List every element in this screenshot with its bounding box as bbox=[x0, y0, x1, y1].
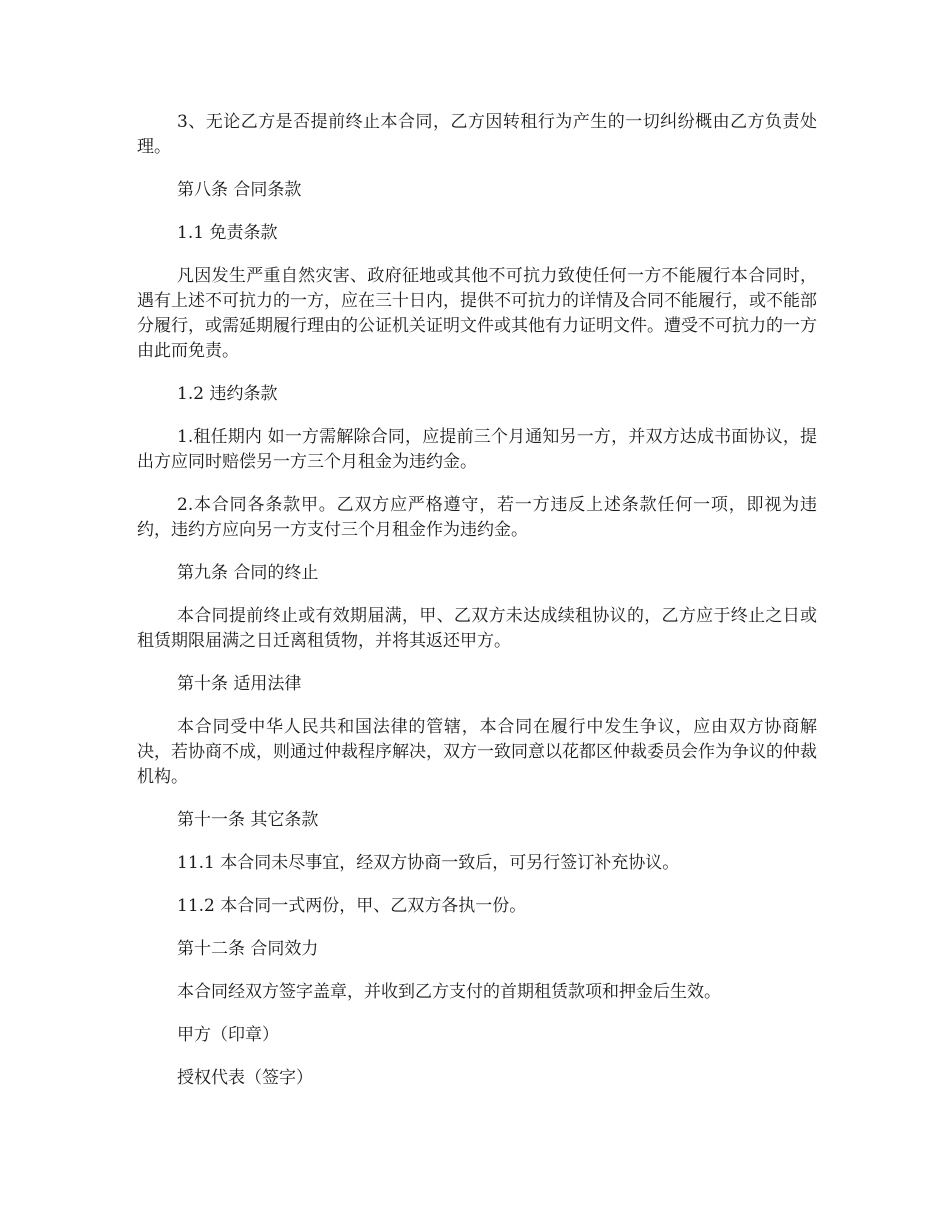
heading-article-11: 第十一条 其它条款 bbox=[177, 810, 319, 830]
paragraph-governing-law: 本合同受中华人民共和国法律的管辖，本合同在履行中发生争议，应由双方协商解决，若协商不成，则通过仲裁程序解决，双方一致同意以花都区仲裁委员会作为争议的仲裁机构。 bbox=[137, 717, 817, 787]
paragraph-effectiveness: 本合同经双方签字盖章，并收到乙方支付的首期租赁款项和押金后生效。 bbox=[177, 982, 721, 1002]
heading-article-12: 第十二条 合同效力 bbox=[177, 939, 319, 959]
paragraph-termination: 本合同提前终止或有效期届满，甲、乙双方未达成续租协议的，乙方应于终止之日或租赁期限届满之日迁离租赁物，并将其返还甲方。 bbox=[137, 606, 817, 651]
paragraph-supplementary: 11.1 本合同未尽事宜，经双方协商一致后，可另行签订补充协议。 bbox=[177, 853, 680, 873]
heading-article-10: 第十条 适用法律 bbox=[177, 674, 302, 694]
heading-article-8: 第八条 合同条款 bbox=[177, 180, 302, 200]
paragraph-copies: 11.2 本合同一式两份，甲、乙双方各执一份。 bbox=[177, 896, 527, 916]
heading-breach: 1.2 违约条款 bbox=[177, 384, 278, 404]
paragraph-force-majeure: 凡因发生严重自然灾害、政府征地或其他不可抗力致使任何一方不能履行本合同时，遇有上述不可抗力的一方，应在三十日内，提供不可抗力的详情及合同不能履行，或不能部分履行，或需延期履行理由的公证机关证明文件或其他有力证明文件。遭受不可抗力的一方由此而免责。 bbox=[137, 266, 817, 361]
paragraph-breach-penalty: 2.本合同各条款甲。乙双方应严格遵守，若一方违反上述条款任何一项，即视为违约，违约方应向另一方支付三个月租金作为违约金。 bbox=[137, 495, 817, 540]
party-a-seal: 甲方（印章） bbox=[177, 1025, 279, 1045]
authorized-representative-signature: 授权代表（签字） bbox=[177, 1068, 313, 1088]
heading-article-9: 第九条 合同的终止 bbox=[177, 563, 319, 583]
paragraph-sublease-disputes: 3、无论乙方是否提前终止本合同，乙方因转租行为产生的一切纠纷概由乙方负责处理。 bbox=[137, 112, 817, 157]
heading-disclaimer: 1.1 免责条款 bbox=[177, 223, 278, 243]
document-body bbox=[137, 110, 817, 1109]
paragraph-breach-termination: 1.租任期内 如一方需解除合同，应提前三个月通知另一方，并双方达成书面协议，提出方应同时赔偿另一方三个月租金为违约金。 bbox=[137, 427, 817, 472]
